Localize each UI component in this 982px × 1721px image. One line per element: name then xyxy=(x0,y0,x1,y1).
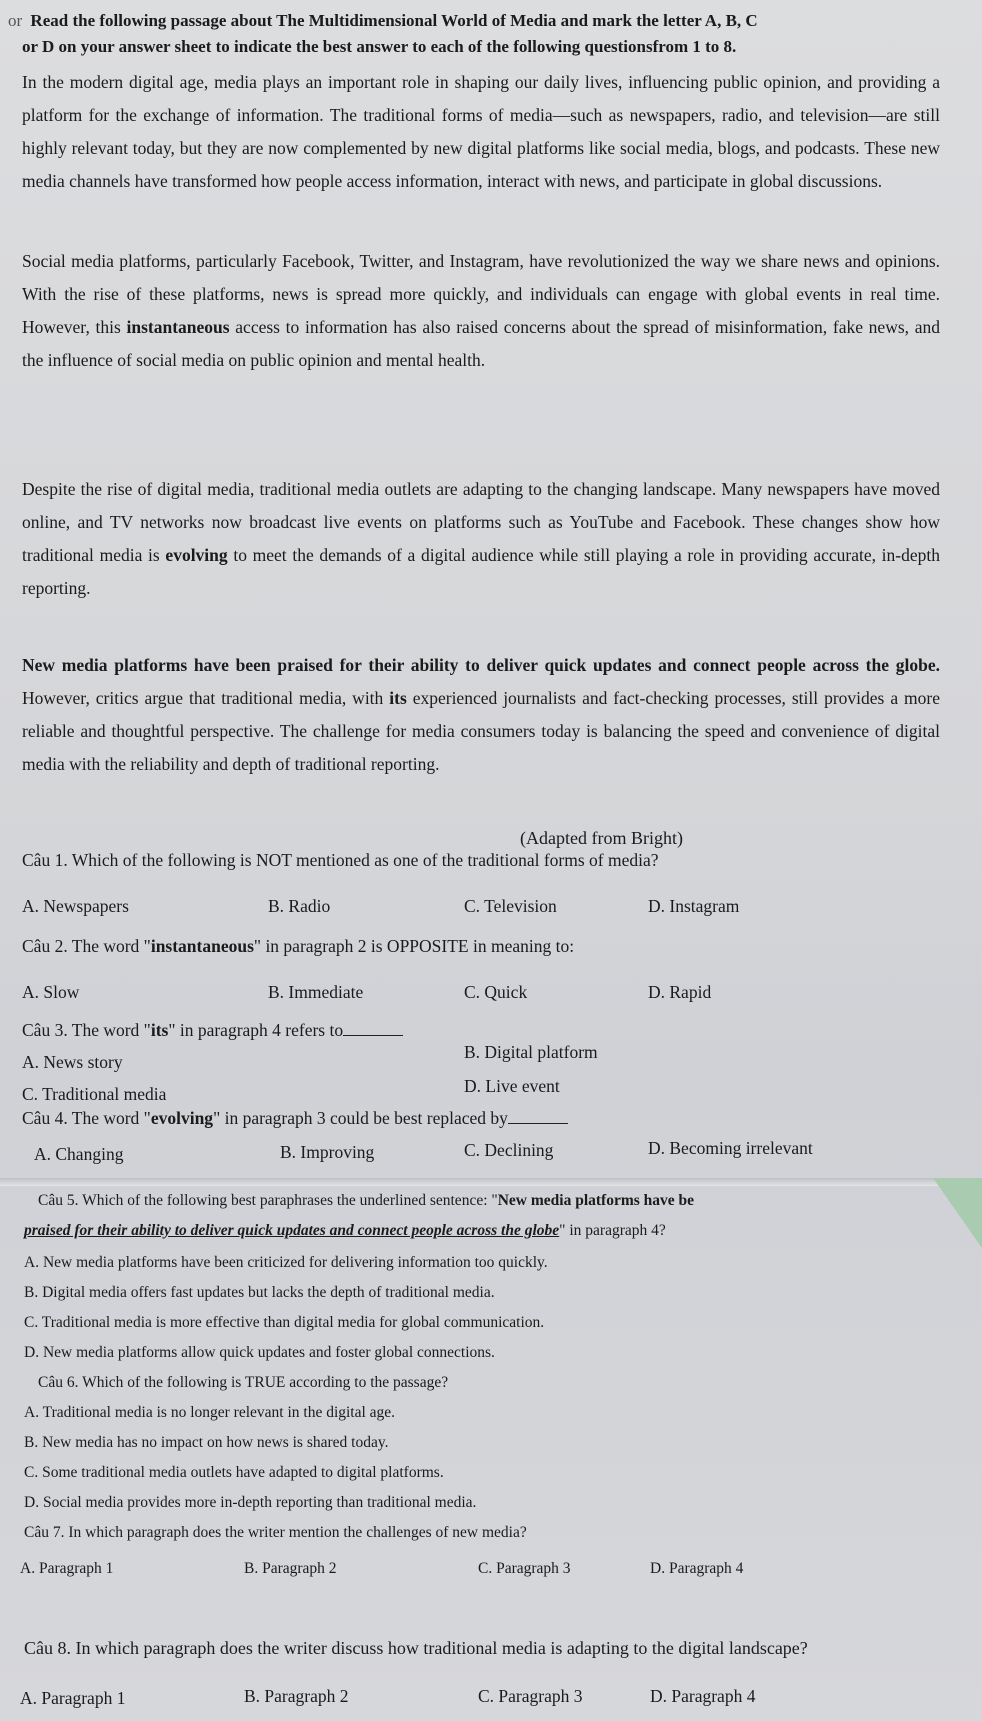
question-6-stem: Câu 6. Which of the following is TRUE according to the passage? xyxy=(38,1374,449,1391)
q2-option-a[interactable]: A. Slow xyxy=(22,982,80,1002)
paragraph-1: In the modern digital age, media plays an important role in shaping our daily lives, influencing public opinion, and providing a platform for the exchange of information. The traditional forms of media—such as newspapers, radio, and television—are still highly relevant today, but they are now complemented by new digital platforms like social media, blogs, and podcasts. These new media channels have transformed how people access information, interact with news, and participate in global discussions. xyxy=(22,72,940,191)
q1-option-c[interactable]: C. Television xyxy=(464,896,557,916)
q6-option-d[interactable]: D. Social media provides more in-depth reporting than traditional media. xyxy=(24,1494,477,1511)
q2-option-c[interactable]: C. Quick xyxy=(464,982,528,1002)
q6-option-a[interactable]: A. Traditional media is no longer relevant in the digital age. xyxy=(24,1404,396,1421)
q8-option-c[interactable]: C. Paragraph 3 xyxy=(478,1686,583,1706)
instructions-line-2: or D on your answer sheet to indicate the best answer to each of the following questionsfrom 1 to 8. xyxy=(22,37,737,56)
q7-option-a[interactable]: A. Paragraph 1 xyxy=(20,1560,114,1577)
q2-option-d[interactable]: D. Rapid xyxy=(648,982,712,1002)
q7-option-c[interactable]: C. Paragraph 3 xyxy=(478,1560,571,1577)
answer-blank xyxy=(508,1109,568,1124)
q7-option-d[interactable]: D. Paragraph 4 xyxy=(650,1560,744,1577)
q5-option-a[interactable]: A. New media platforms have been criticized for delivering information too quickly. xyxy=(24,1254,548,1271)
q8-option-b[interactable]: B. Paragraph 2 xyxy=(244,1686,349,1706)
question-4-stem: Câu 4. The word "evolving" in paragraph 3 could be best replaced by xyxy=(22,1106,962,1130)
q4-option-c[interactable]: C. Declining xyxy=(464,1140,554,1160)
q8-option-d[interactable]: D. Paragraph 4 xyxy=(650,1686,756,1706)
q8-option-a[interactable]: A. Paragraph 1 xyxy=(20,1688,126,1708)
question-2-stem: Câu 2. The word "instantaneous" in paragraph 2 is OPPOSITE in meaning to: xyxy=(22,936,575,956)
q5-option-c[interactable]: C. Traditional media is more effective than digital media for global communication. xyxy=(24,1314,545,1331)
q5-option-d[interactable]: D. New media platforms allow quick updates and foster global connections. xyxy=(24,1344,495,1361)
question-1-stem: Câu 1. Which of the following is NOT mentioned as one of the traditional forms of media? xyxy=(22,850,659,870)
question-3-stem: Câu 3. The word "its" in paragraph 4 refers to xyxy=(22,1018,962,1042)
q7-option-b[interactable]: B. Paragraph 2 xyxy=(244,1560,337,1577)
question-5-stem-line-2: praised for their ability to deliver quick updates and connect people across the globe" in paragraph 4? xyxy=(24,1222,666,1239)
q2-option-b[interactable]: B. Immediate xyxy=(268,982,364,1002)
q6-option-c[interactable]: C. Some traditional media outlets have adapted to digital platforms. xyxy=(24,1464,444,1481)
q1-option-b[interactable]: B. Radio xyxy=(268,896,331,916)
question-7-stem: Câu 7. In which paragraph does the writer mention the challenges of new media? xyxy=(24,1524,527,1541)
q4-option-a[interactable]: A. Changing xyxy=(34,1144,124,1164)
q1-option-a[interactable]: A. Newspapers xyxy=(22,896,129,916)
paragraph-3: Despite the rise of digital media, traditional media outlets are adapting to the changing landscape. Many newspapers have moved online, and TV networks now broadcast live events on platforms such as YouTube and Facebook. These changes show how traditional media is evolving to meet the demands of a digital audience while still playing a role in providing accurate, in-depth reporting. xyxy=(22,479,941,598)
q3-option-a[interactable]: A. News story xyxy=(22,1052,123,1072)
q4-option-d[interactable]: D. Becoming irrelevant xyxy=(648,1138,813,1158)
q1-option-d[interactable]: D. Instagram xyxy=(648,896,740,916)
q3-option-c[interactable]: C. Traditional media xyxy=(22,1084,167,1104)
paragraph-4: New media platforms have been praised for their ability to deliver quick updates and connect people across the globe. However, critics argue that traditional media, with its experienced journalists and fact-checking processes, still provides a more reliable and thoughtful perspective. The challenge for media consumers today is balancing the speed and convenience of digital media with the reliability and depth of traditional reporting. xyxy=(22,655,940,774)
question-5-stem: Câu 5. Which of the following best paraphrases the underlined sentence: "New media platforms have be xyxy=(38,1192,695,1209)
q4-option-b[interactable]: B. Improving xyxy=(280,1142,375,1162)
q3-option-d[interactable]: D. Live event xyxy=(464,1076,560,1096)
answer-blank xyxy=(343,1021,403,1036)
question-8-stem: Câu 8. In which paragraph does the writer discuss how traditional media is adapting to the digital landscape? xyxy=(24,1638,808,1658)
source-attribution: (Adapted from Bright) xyxy=(520,828,683,848)
instructions xyxy=(8,8,968,60)
paragraph-2: Social media platforms, particularly Facebook, Twitter, and Instagram, have revolutionized the way we share news and opinions. With the rise of these platforms, news is spread more quickly, and individuals can engage with global events in real time. However, this instantaneous access to information has also raised concerns about the spread of misinformation, fake news, and the influence of social media on public opinion and mental health. xyxy=(22,251,940,370)
instructions-lead: or xyxy=(8,11,27,30)
page-fold xyxy=(0,1178,982,1186)
q6-option-b[interactable]: B. New media has no impact on how news is shared today. xyxy=(24,1434,389,1451)
q5-option-b[interactable]: B. Digital media offers fast updates but lacks the depth of traditional media. xyxy=(24,1284,495,1301)
q3-option-b[interactable]: B. Digital platform xyxy=(464,1042,598,1062)
instructions-line-1: Read the following passage about The Multidimensional World of Media and mark the letter A, B, C xyxy=(30,11,758,30)
